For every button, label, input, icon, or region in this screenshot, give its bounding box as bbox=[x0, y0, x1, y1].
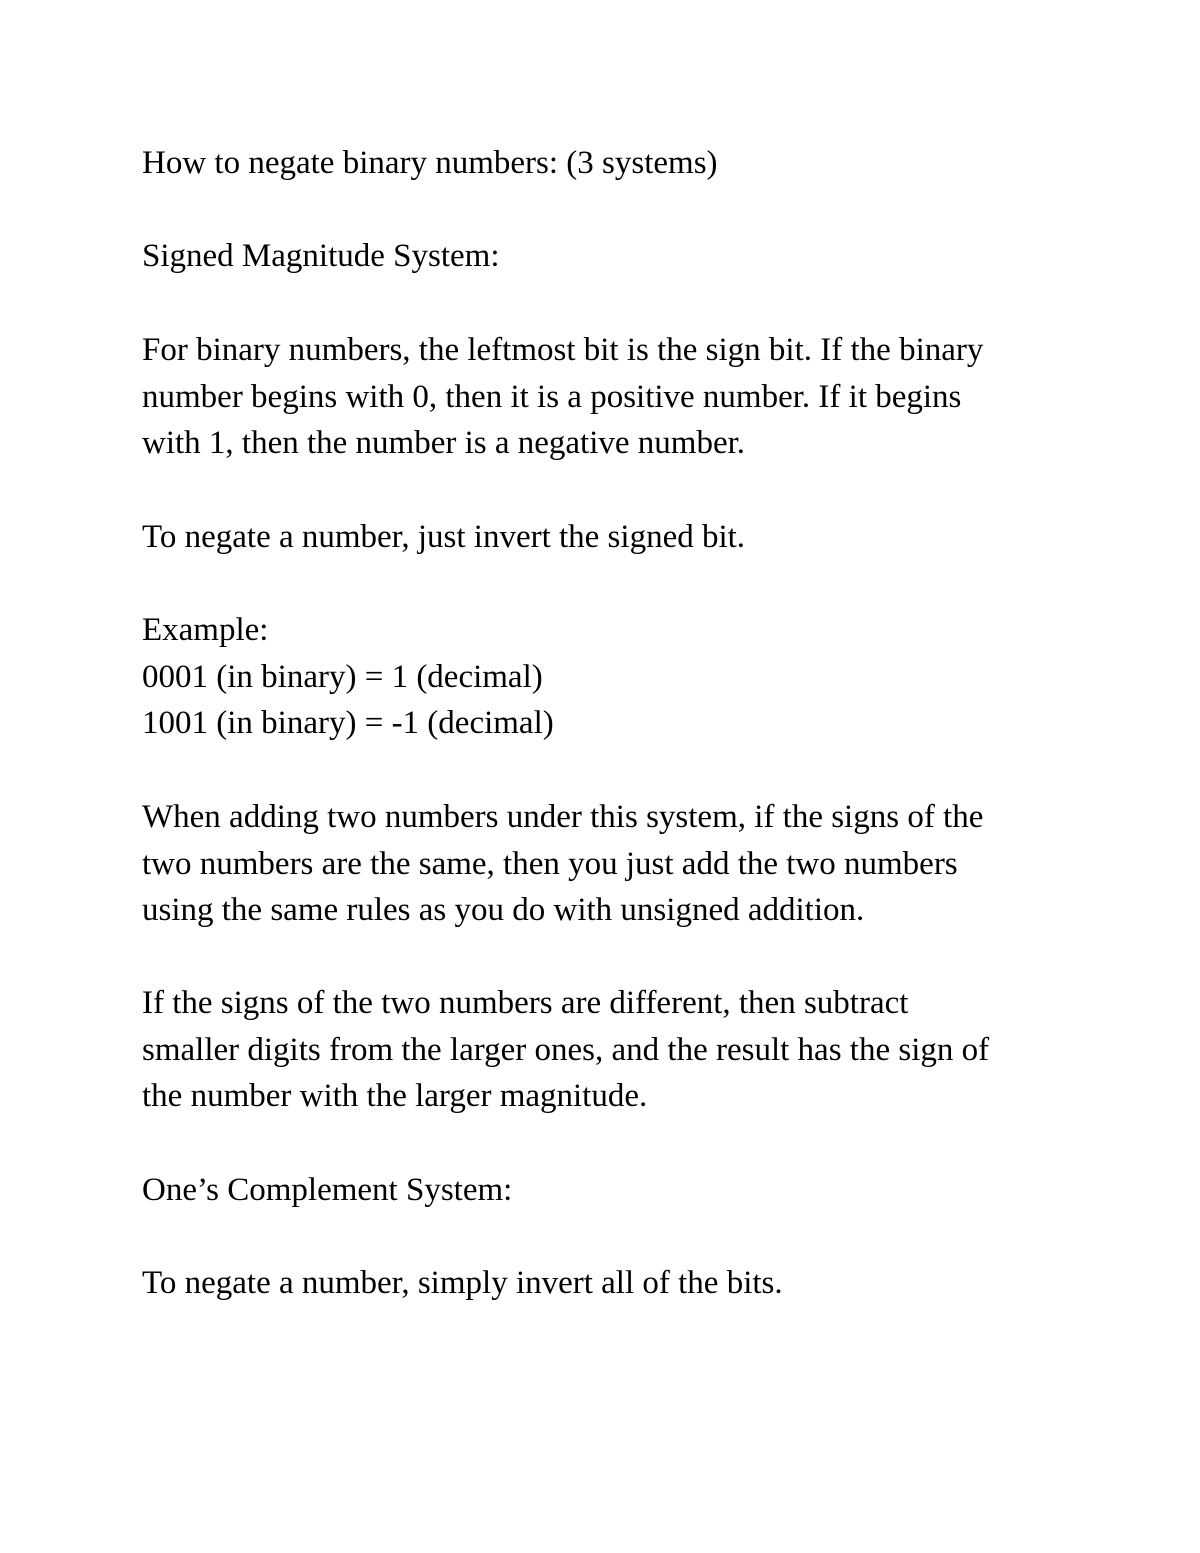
paragraph-line: When adding two numbers under this system, if the signs of the bbox=[142, 799, 984, 835]
paragraph-line: using the same rules as you do with unsigned addition. bbox=[142, 892, 865, 929]
example-line: 1001 (in binary) = -1 (decimal) bbox=[142, 705, 554, 742]
ones-complement-negate-rule bbox=[142, 1260, 1082, 1307]
paragraph-line: If the signs of the two numbers are different, then subtract bbox=[142, 985, 909, 1021]
different-sign-paragraph bbox=[142, 980, 1082, 1120]
paragraph-line: the number with the larger magnitude. bbox=[142, 1078, 648, 1115]
paragraph-line: To negate a number, simply invert all of the bits. bbox=[142, 1265, 783, 1301]
example-label: Example: bbox=[142, 612, 269, 648]
document-title bbox=[142, 140, 1082, 187]
paragraph-line: two numbers are the same, then you just add the two numbers bbox=[142, 845, 958, 882]
heading-line: Signed Magnitude System: bbox=[142, 238, 500, 274]
example-line: 0001 (in binary) = 1 (decimal) bbox=[142, 658, 543, 695]
signed-magnitude-intro bbox=[142, 327, 1082, 467]
signed-magnitude-negate-rule bbox=[142, 514, 1082, 561]
title-line: How to negate binary numbers: (3 systems) bbox=[142, 145, 718, 181]
heading-line: One’s Complement System: bbox=[142, 1172, 513, 1208]
ones-complement-heading bbox=[142, 1167, 1082, 1214]
paragraph-line: For binary numbers, the leftmost bit is the sign bit. If the binary bbox=[142, 332, 984, 368]
paragraph-line: number begins with 0, then it is a positive number. If it begins bbox=[142, 378, 962, 415]
same-sign-paragraph bbox=[142, 794, 1082, 934]
paragraph-line: smaller digits from the larger ones, and the result has the sign of bbox=[142, 1031, 990, 1068]
paragraph-line: with 1, then the number is a negative number. bbox=[142, 425, 746, 462]
signed-magnitude-heading bbox=[142, 233, 1082, 280]
example-block bbox=[142, 607, 1082, 747]
paragraph-line: To negate a number, just invert the signed bit. bbox=[142, 519, 746, 555]
